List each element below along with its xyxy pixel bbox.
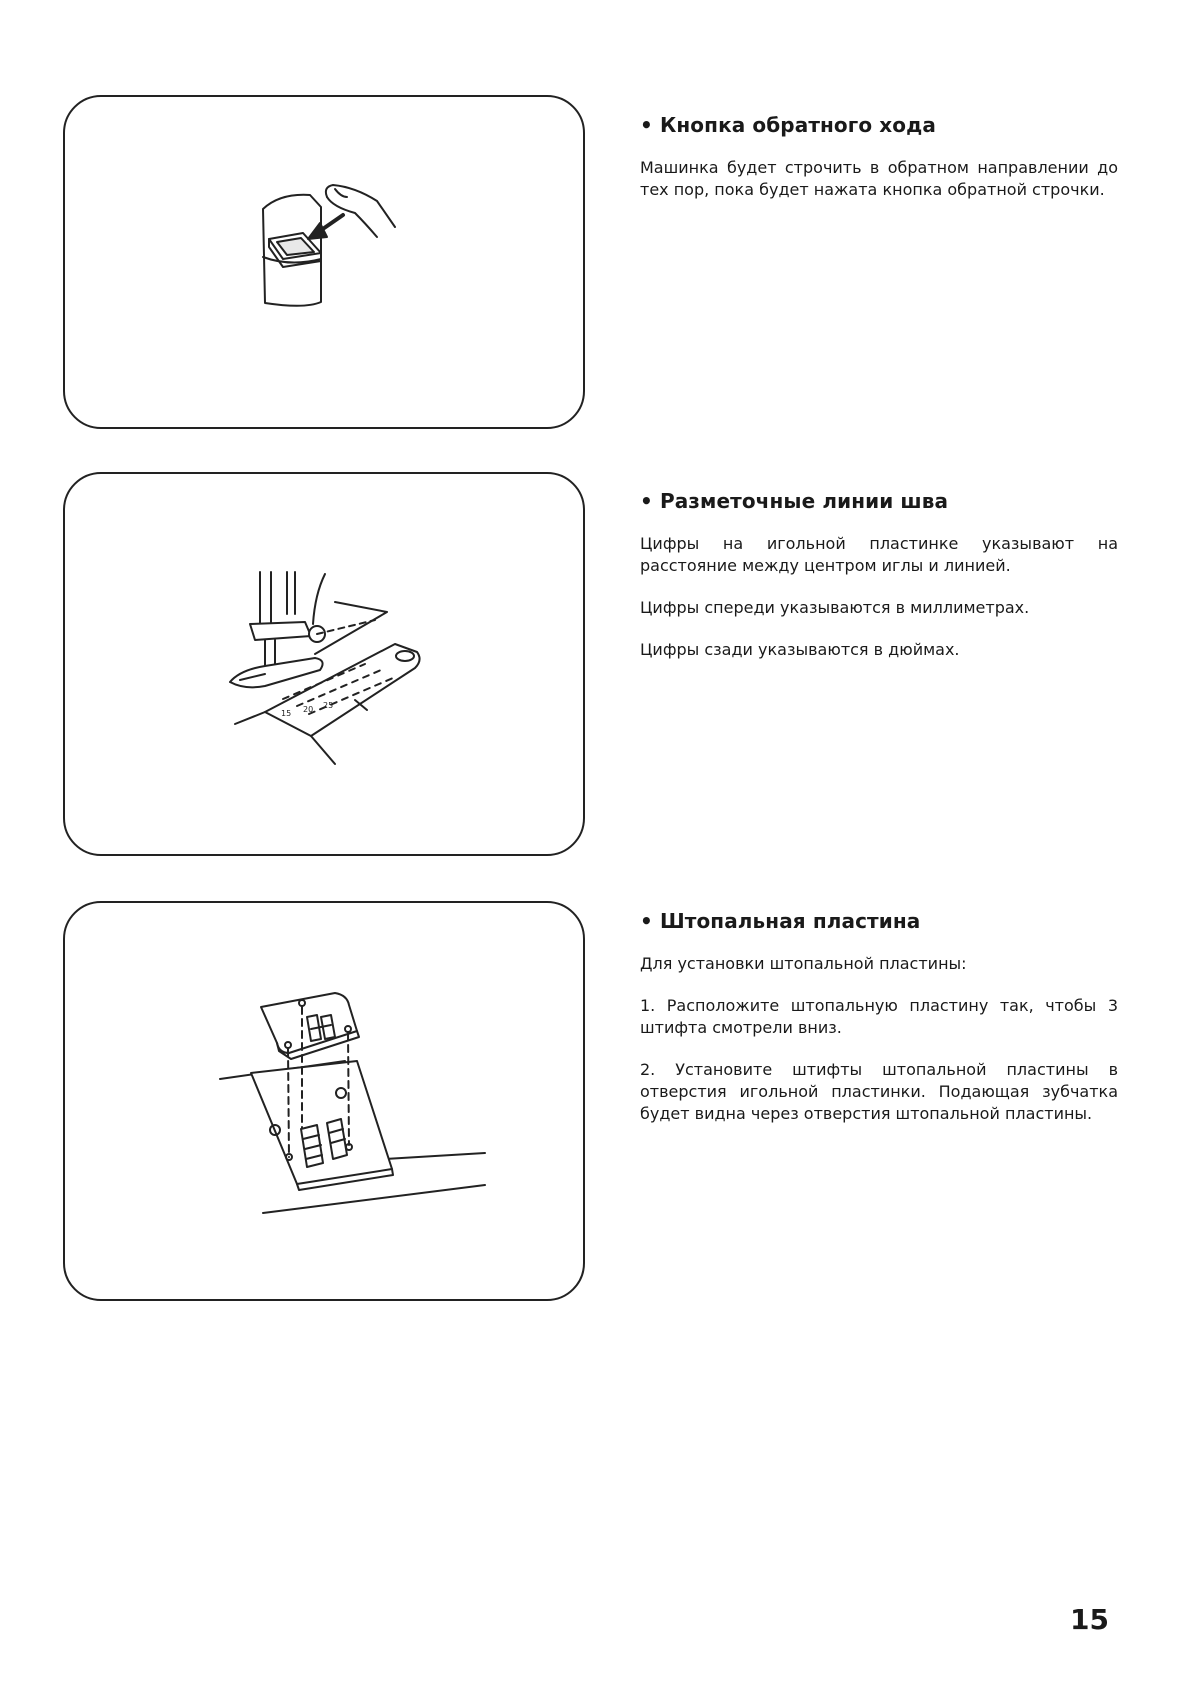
reverse-button-illustration [65, 97, 583, 427]
seam-plate-number: 25 [323, 701, 334, 710]
section-paragraph: Цифры сзади указываются в дюймах. [640, 640, 960, 659]
section-seam-guide-lines [640, 489, 1118, 681]
section-title: • Разметочные линии шва [640, 489, 949, 513]
seam-guide-illustration [65, 474, 583, 854]
section-paragraph: 2. Установите штифты штопальной пластины в отверстия игольной пластинки. Подающая зубчатка будет видна через отверстия штопальной пластины. [640, 1060, 1118, 1123]
illustration-frame-darning-plate [63, 901, 585, 1301]
section-paragraph: 1. Расположите штопальную пластину так, чтобы 3 штифта смотрели вниз. [640, 996, 1118, 1037]
section-title: • Кнопка обратного хода [640, 113, 936, 137]
section-darning-plate [640, 909, 1118, 1145]
illustration-frame-seam-guide [63, 472, 585, 856]
page-number: 15 [1070, 1603, 1109, 1636]
section-paragraph: Машинка будет строчить в обратном направлении до тех пор, пока будет нажата кнопка обратной строчки. [640, 158, 1118, 199]
darning-plate-illustration [65, 903, 583, 1299]
illustration-frame-reverse-button [63, 95, 585, 429]
seam-plate-number: 15 [281, 709, 292, 718]
section-paragraph: Для установки штопальной пластины: [640, 954, 967, 973]
seam-plate-number: 20 [303, 705, 314, 714]
section-title: • Штопальная пластина [640, 909, 921, 933]
section-reverse-button [640, 113, 1118, 221]
section-paragraph: Цифры спереди указываются в миллиметрах. [640, 598, 1030, 617]
section-paragraph: Цифры на игольной пластинке указывают на расстояние между центром иглы и линией. [640, 534, 1118, 575]
